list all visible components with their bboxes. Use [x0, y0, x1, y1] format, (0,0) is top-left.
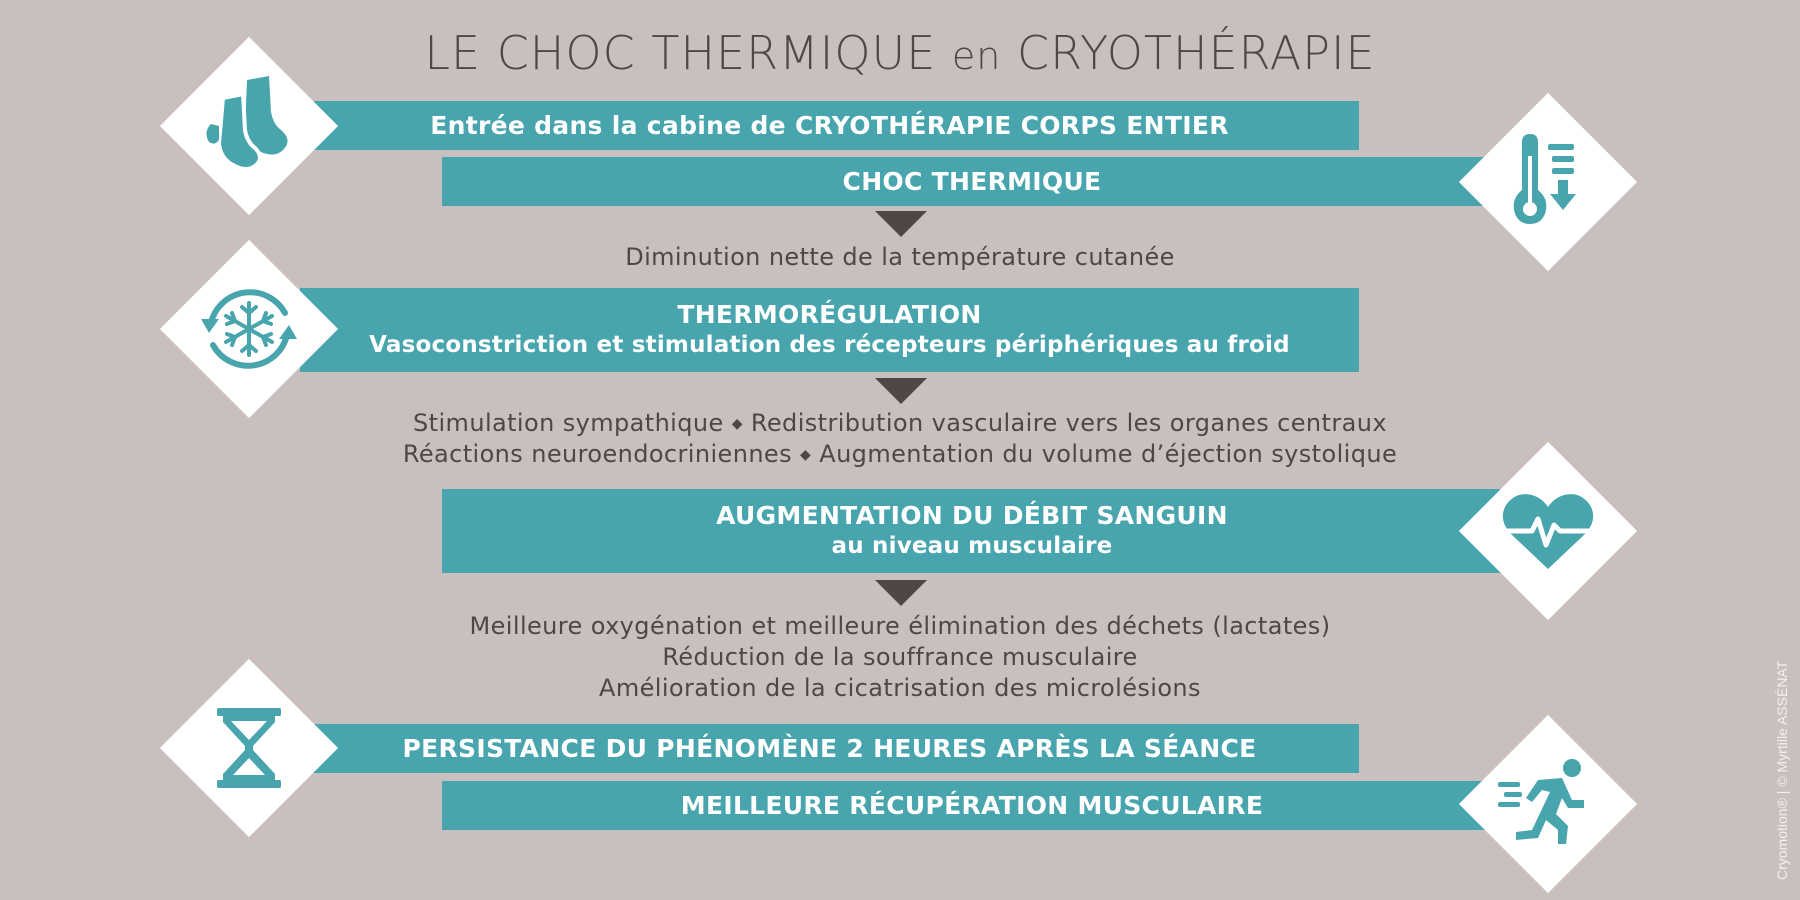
bloodflow-title: AUGMENTATION DU DÉBIT SANGUIN	[716, 501, 1228, 530]
effect-sympathetic-stimulation: Stimulation sympathique	[413, 409, 724, 437]
step-persistence-label: PERSISTANCE DU PHÉNOMÈNE 2 HEURES APRÈS LA SÉANCE	[402, 734, 1257, 763]
thermoregulation-title: THERMORÉGULATION	[677, 300, 982, 329]
title-part-1: LE CHOC THERMIQUE	[424, 26, 937, 80]
effect-microlesion-healing: Amélioration de la cicatrisation des microlésions	[599, 674, 1201, 702]
step-bloodflow-band	[442, 489, 1502, 573]
effect-neuroendocrine-reactions: Réactions neuroendocriniennes	[402, 440, 793, 468]
bloodflow-subtitle: au niveau musculaire	[831, 533, 1113, 559]
flow-arrow-3	[875, 580, 927, 606]
effect-stroke-volume: Augmentation du volume d’éjection systolique	[819, 440, 1398, 468]
effect-vascular-redistribution: Redistribution vasculaire vers les organes centraux	[750, 409, 1387, 437]
socks-icon	[189, 66, 309, 186]
thermoregulation-subtitle: Vasoconstriction et stimulation des récepteurs périphériques au froid	[369, 332, 1290, 358]
step-entry-band	[300, 101, 1359, 150]
effect-skin-temperature: Diminution nette de la température cutanée	[625, 243, 1175, 271]
diamond-bullet-icon: ◆	[800, 447, 812, 463]
runner-icon	[1488, 744, 1608, 864]
title-part-2: CRYOTHÉRAPIE	[1016, 26, 1376, 80]
snowflake-cycle-icon	[189, 269, 309, 389]
title-connector: en	[951, 34, 1002, 78]
flow-arrow-2	[875, 378, 927, 404]
effect-oxygenation: Meilleure oxygénation et meilleure élimination des déchets (lactates)	[469, 612, 1331, 640]
thermometer-down-icon	[1488, 122, 1608, 242]
step-recovery-label: MEILLEURE RÉCUPÉRATION MUSCULAIRE	[680, 791, 1264, 820]
heartbeat-icon	[1488, 471, 1608, 591]
effect-sympathetic-line-1	[0, 408, 1800, 440]
credit-text: Cryomotion® | © Myrtille ASSÉNAT	[1774, 660, 1790, 880]
step-persistence-band	[300, 724, 1359, 773]
step-entry-label: Entrée dans la cabine de CRYOTHÉRAPIE CORPS ENTIER	[430, 111, 1229, 140]
diamond-bullet-icon: ◆	[731, 416, 743, 432]
step-shock-label: CHOC THERMIQUE	[842, 167, 1102, 196]
step-shock-band	[442, 157, 1502, 206]
step-recovery-band	[442, 781, 1502, 830]
step-thermoregulation-band	[300, 288, 1359, 372]
flow-arrow-1	[875, 211, 927, 237]
effect-muscle-pain-reduction: Réduction de la souffrance musculaire	[662, 643, 1138, 671]
hourglass-icon	[189, 688, 309, 808]
